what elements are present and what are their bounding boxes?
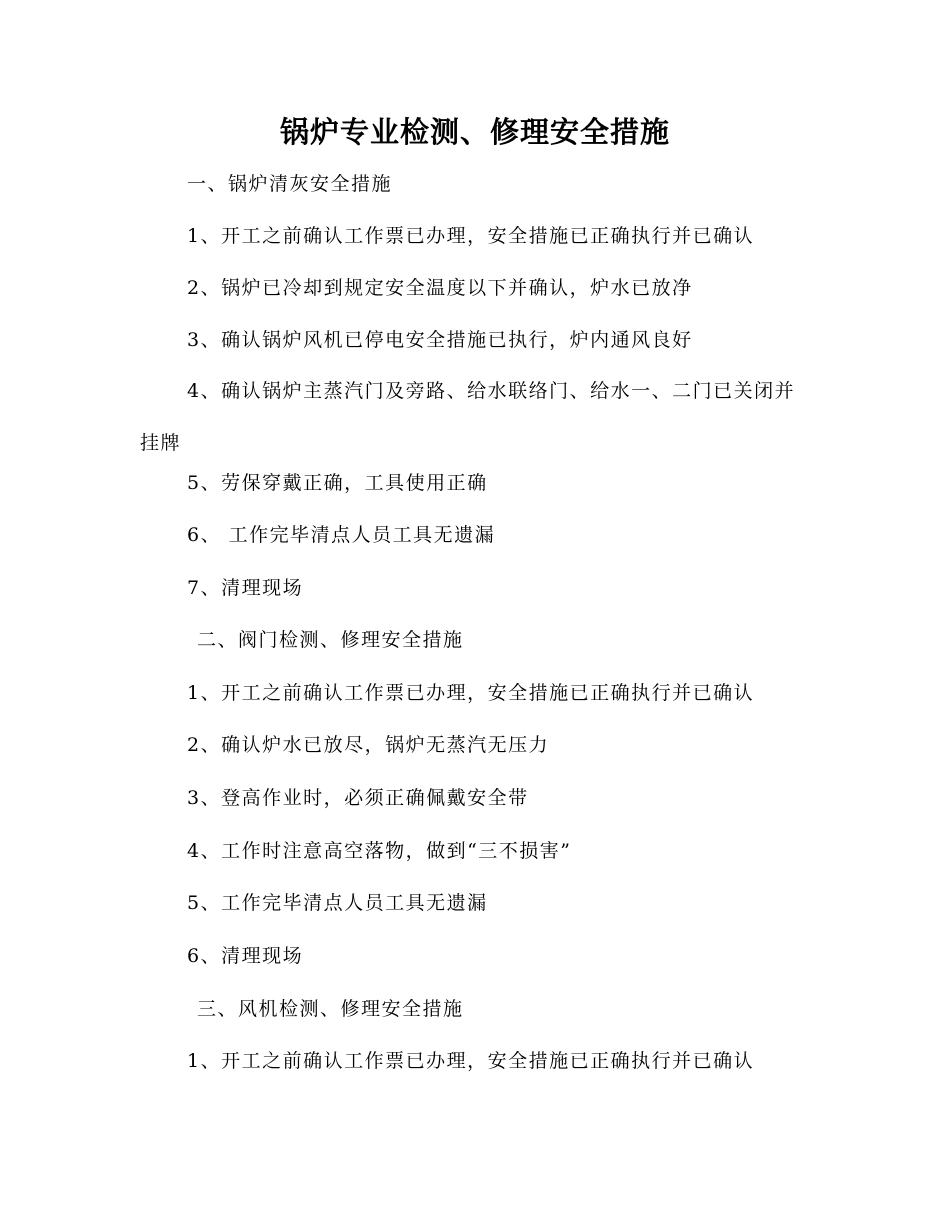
section-2-item-2: 2、确认炉水已放尽，锅炉无蒸汽无压力 <box>187 734 550 756</box>
document-title: 锅炉专业检测、修理安全措施 <box>279 115 670 149</box>
section-2-item-6: 6、清理现场 <box>187 945 304 967</box>
section-1-item-4: 4、确认锅炉主蒸汽门及旁路、给水联络门、给水一、二门已关闭并挂牌 <box>140 380 796 454</box>
section-1-item-1: 1、开工之前确认工作票已办理，安全措施已正确执行并已确认 <box>187 225 755 247</box>
section-3-item-1: 1、开工之前确认工作票已办理，安全措施已正确执行并已确认 <box>187 1050 755 1072</box>
section-2-item-1: 1、开工之前确认工作票已办理，安全措施已正确执行并已确认 <box>187 682 755 704</box>
section-heading-2: 二、阀门检测、修理安全措施 <box>197 629 464 651</box>
section-1-item-2: 2、锅炉已冷却到规定安全温度以下并确认，炉水已放净 <box>187 277 693 299</box>
section-2-item-5: 5、工作完毕清点人员工具无遗漏 <box>187 892 488 914</box>
section-1-item-3: 3、确认锅炉风机已停电安全措施已执行，炉内通风良好 <box>187 329 693 351</box>
section-heading-1: 一、锅炉清灰安全措施 <box>187 173 393 195</box>
section-1-item-5: 5、劳保穿戴正确，工具使用正确 <box>187 472 488 494</box>
section-1-item-6: 6、 工作完毕清点人员工具无遗漏 <box>187 524 496 546</box>
section-2-item-3: 3、登高作业时，必须正确佩戴安全带 <box>187 787 529 809</box>
section-heading-3: 三、风机检测、修理安全措施 <box>197 998 464 1020</box>
section-1-item-7: 7、清理现场 <box>187 577 304 599</box>
section-2-item-4: 4、工作时注意高空落物，做到“三不损害” <box>187 840 572 862</box>
